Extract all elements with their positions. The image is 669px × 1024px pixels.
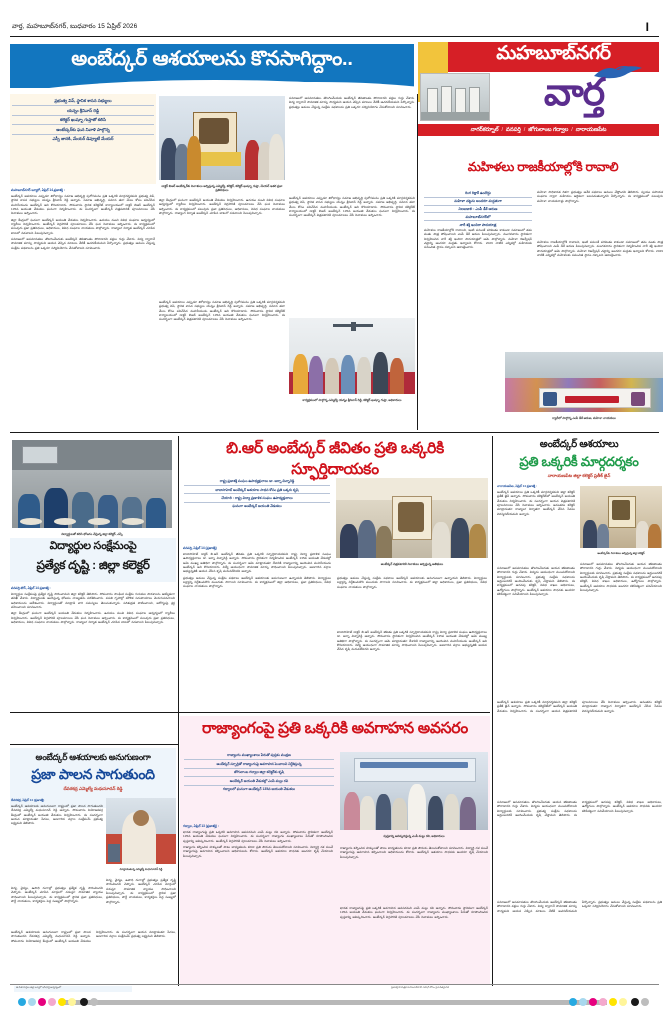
women-bullet-3: మహబూబ్‌నగర్‌లో [424,213,532,221]
constitution-photo-caption: పుస్తకాన్ని ఆవిష్కరిస్తున్న ఎంపీ మల్లు రవి, అధికారులు [383,833,445,838]
lead-col1 [11,188,155,250]
reg-dot-8 [569,998,577,1006]
d-wide-body: అంబేద్కర్ ఆశయాలకు అనుగుణంగా రాష్ట్రంలో ప్రజా పాలన సాగుతుందని దేవరకద్ర ఎమ్మెల్యే మధుసూదన్ రెడ్డి అన్నారు. సోమవారం నియోజకవర్గ కేంద్రంలో అంబేద్కర్ జయంతి వేడుకలు నిర్వహించారు. ఈ సందర్భంగా ఆయన మాట్లాడుతూ పేదలు, అణగారిన వర్గాల సంక్షేమమే ప్రభుత్వ లక్ష్యమని తెలిపారు. [11,930,176,943]
women-bullets [424,190,532,228]
women-headline: మహిళలు రాజకీయాల్లోకి రావాలి [467,160,619,174]
reg-dot-10 [589,998,597,1006]
reg-dot-9 [579,998,587,1006]
constitution-col1 [183,824,333,858]
reg-dot-6 [80,998,88,1006]
reg-dot-1 [28,998,36,1006]
c-bullet-1: అంబేద్కర్ స్ఫూర్తితో రాజ్యాంగంపై అవగాహన పెంచాలని నిర్దేశిస్తున్న [184,760,334,768]
lead-col3-text: సమాజంలో అసమానతలు తొలగించేందుకు అంబేద్కర్ జీవితాంతం పోరాడారని వక్తలు గుర్తు చేశారు. విద్య ద్వారానే సామాజిక మార్పు సాధ్యమని ఆయన చెప్పిన మాటలు నేటికీ ఆచరణీయమని పేర్కొన్నారు. ప్రభుత్వం అమలు చేస్తున్న సంక్షేమ పథకాలను ప్రతి ఒక్కరూ సద్వినియోగం చేసుకోవాలని సూచించారు. [289,96,415,109]
edition-0: నాగర్‌కర్నూల్ [470,127,499,133]
devarkadra-kicker: అంబేద్కర్ ఆశయాలకు అనుగుణంగా [35,752,151,762]
edition-3: నారాయణపేట [575,127,607,133]
al-bullet-1: బాబాసాహెబ్ అంబేద్కర్ ఆశయాల సాధన కోసం ప్రతి ఒక్కరు కృషి [184,486,330,494]
edition-sep-0: / [501,127,503,133]
np-col1-cont: సమాజంలో అసమానతలు తొలగించేందుకు ఆయన జీవితాంతం పోరాడారని గుర్తు చేశారు. విద్యను ఆయుధంగా మలచుకోవాలని విద్యార్థులకు సూచించారు. ప్రభుత్వ సంక్షేమ పథకాలను అర్హులందరికీ అందించేందుకు కృషి చేస్తామని తెలిపారు. ఈ కార్యక్రమంలో అదనపు కలెక్టర్, వివిధ శాఖల అధికారులు, ఉద్యోగులు పాల్గొన్నారు. అంబేద్కర్ ఆశయాల సాధనకు అందరూ కలిసికట్టుగా పనిచేయాలని పిలుపునిచ్చారు. [497,566,575,597]
c-bullet-0: రాజ్యాంగం ముఖ్యాంశాలు పేరుతో పుస్తకం ముద్రణ [184,752,334,760]
dateline-text: వార్త, మహబూబ్‌నగర్, బుధవారం 15 ఏప్రిల్ 2026 [12,23,138,30]
edition-sep-2: / [571,127,573,133]
d-col2: విద్య, వైద్యం, ఉపాధి రంగాల్లో ప్రభుత్వం ప్రత్యేక దృష్టి సారించిందని చెప్పారు. అంబేద్కర్ చూపిన మార్గంలో నడుస్తూ సామాజిక న్యాయం సాధించాలని పిలుపునిచ్చారు. ఈ కార్యక్రమంలో స్థానిక ప్రజా ప్రతినిధులు, పార్టీ నాయకులు, కార్యకర్తలు పెద్ద సంఖ్యలో పాల్గొన్నారు. [106,878,176,904]
c-bullet-4: గద్వాలలో ఘనంగా అంబేద్కర్ 135వ జయంతి వేడుకలు [222,786,296,791]
al-body: బాబాసాహెబ్ డాక్టర్ బి.ఆర్ అంబేద్కర్ జీవితం ప్రతి ఒక్కరికి స్ఫూర్తిదాయకమని రాష్ట్ర విద్యా ప్రణాళిక సంఘం ఉపాధ్యక్షురాలు డా. జర్నా చిన్నారెడ్డి అన్నారు. సోమవారం స్థానికంగా నిర్వహించిన అంబేద్కర్ 135వ జయంతి వేడుకల్లో ఆమె ముఖ్య అతిథిగా పాల్గొన్నారు. ఈ సందర్భంగా ఆమె మాట్లాడుతూ దేశానికి రాజ్యాంగాన్ని అందించిన మహనీయుడు అంబేద్కర్ అని కొనియాడారు. విద్యే ఆయుధంగా సామాజిక మార్పు సాధించాలని పిలుపునిచ్చారు. అణగారిన వర్గాల అభ్యున్నతికి ఆయన చేసిన కృషి మరువలేనిదని అన్నారు. [183,551,331,574]
lead-photo-1-caption: డాక్టర్ బిఆర్ అంబేద్కర్‌కు నివాళులు అర్పిస్తున్న ఎమ్మెల్యే, కలెక్టర్, కలెక్టర్ ఖుష్బూ గుప్తా, మేయర్ ఇతర ప్రజా ప్రతినిధులు [161,183,283,192]
edition-2: జోగులాంబ గద్వాల [528,127,569,133]
reg-gray-bar [62,1000,607,1005]
ambedkar-life-headline: బి.ఆర్ అంబేద్కర్ జీవితం ప్రతి ఒక్కరికి స్ఫూర్తిదాయకం [226,440,444,478]
al-bullet-3: ఘనంగా అంబేద్కర్ జయంతి వేడుకలు [232,503,282,508]
women-body-left: మహిళలు రాజకీయాల్లోకి రావాలని, ఇంటి పనులకే పరిమితం కాకుండా సమాజంలో తమ వంతు పాత్ర పోషించాలని ఎంపీ డీకే అరుణ పిలుపునిచ్చారు. మంగళవారం స్థానికంగా నిర్వహించిన నారీ శక్తి ఇందిరా పాదయాత్రలో ఆమె పాల్గొన్నారు. మహిళా రిజర్వేషన్ చట్టాన్ని అందరూ మద్దతు ఇవ్వాలని కోరారు. 2029 నాటికి ఎన్నికల్లో మహిళలకు సముచిత స్థానం దక్కాలని ఆకాంక్షించారు. [424,228,532,250]
reg-dot-0 [18,998,26,1006]
students-photo [12,440,172,528]
np-wide-body: అంబేద్కర్ ఆశయాలు ప్రతి ఒక్కరికీ మార్గదర్శకమని జిల్లా కలెక్టర్ ప్రతీక్ జైన్ అన్నారు. సోమవారం కలెక్టరేట్‌లో అంబేద్కర్ జయంతి వేడుకలు నిర్వహించారు. ఈ సందర్భంగా ఆయన చిత్రపటానికి పూలమాలలు వేసి నివాళులు అర్పించారు. అనంతరం కలెక్టర్ మాట్లాడుతూ రాజ్యాంగ నిర్మాతగా అంబేద్కర్ చేసిన సేవలు చిరస్మరణీయమని అన్నారు. [497,700,662,713]
lead-bullet-0: ప్రభుత్వ విప్, స్థానిక శాసన సభ్యులు [12,97,154,106]
edition-sep-1: / [523,127,526,133]
reg-dot-4 [58,998,66,1006]
ambedkar-life-photo [336,478,488,558]
reg-dot-15 [641,998,649,1006]
lead-col3-text-2: అంబేద్కర్ ఆశయాలు ఎప్పుడూ శిరోధార్యం సమాజ అభివృద్ధి పురోగమనం ప్రతి ఒక్కరికి మార్గదర్శకమని ప్రభుత్వ విప్, స్థానిక శాసన సభ్యులు యన్నం శ్రీనివాస్ రెడ్డి అన్నారు. సమాజ అభివృద్ధి, సమాన తలా మేలు కోసం పనిచేసిన మహనీయుడు అంబేద్కర్ అని కొనియాడారు. సోమవారం స్థానిక కలెక్టరేట్ కార్యాలయంలో డాక్టర్ బిఆర్ అంబేద్కర్ 135వ జయంతి వేడుకలు ఘనంగా నిర్వహించారు. ఈ సందర్భంగా అంబేద్కర్ చిత్రపటానికి పూలమాలలు వేసి నివాళులు అర్పించారు. [289,196,415,218]
lead-photo-1 [159,96,285,180]
d-body: అంబేద్కర్ ఆశయాలకు అనుగుణంగా రాష్ట్రంలో ప్రజా పాలన సాగుతుందని దేవరకద్ర ఎమ్మెల్యే మధుసూదన్ రెడ్డి అన్నారు. సోమవారం నియోజకవర్గ కేంద్రంలో అంబేద్కర్ జయంతి వేడుకలు నిర్వహించారు. ఈ సందర్భంగా ఆయన మాట్లాడుతూ పేదలు, అణగారిన వర్గాల సంక్షేమమే ప్రభుత్వ లక్ష్యమని తెలిపారు. [11,803,103,826]
women-body-right: మహిళా సాధికారత దిశగా ప్రభుత్వం అనేక పథకాలు అమలు చేస్తోందని తెలిపారు. స్వయం సహాయక సంఘాల ద్వారా మహిళలు ఆర్థికంగా బలపడుతున్నారని పేర్కొన్నారు. ఈ కార్యక్రమంలో పలువురు మహిళా నాయకురాళ్లు పాల్గొన్నారు. [537,190,663,203]
reg-dot-3 [48,998,56,1006]
al-col2-b: బాబాసాహెబ్ డాక్టర్ బి.ఆర్ అంబేద్కర్ జీవితం ప్రతి ఒక్కరికి స్ఫూర్తిదాయకమని రాష్ట్ర విద్యా ప్రణాళిక సంఘం ఉపాధ్యక్షురాలు డా. జర్నా చిన్నారెడ్డి అన్నారు. సోమవారం స్థానికంగా నిర్వహించిన అంబేద్కర్ 135వ జయంతి వేడుకల్లో ఆమె ముఖ్య అతిథిగా పాల్గొన్నారు. ఈ సందర్భంగా ఆమె మాట్లాడుతూ దేశానికి రాజ్యాంగాన్ని అందించిన మహనీయుడు అంబేద్కర్ అని కొనియాడారు. విద్యే ఆయుధంగా సామాజిక మార్పు సాధించాలని పిలుపునిచ్చారు. అణగారిన వర్గాల అభ్యున్నతికి ఆయన చేసిన కృషి మరువలేనిదని అన్నారు. [337,630,487,652]
reg-dot-11 [599,998,607,1006]
c-body-2: రాజ్యాంగం కల్పించిన హక్కులతో పాటు బాధ్యతలను కూడా ప్రతి పౌరుడు తెలుసుకోవాలని సూచించారు. విద్యార్థి దశ నుంచే రాజ్యాంగంపై అవగాహన కల్పించాలని అధికారులను కోరారు. అంబేద్కర్ ఆశయాల సాధనకు అందరూ కృషి చేయాలని పిలుపునిచ్చారు. [183,844,333,858]
students-body-2: జిల్లా కేంద్రంలో ఘనంగా అంబేద్కర్ జయంతి వేడుకలు నిర్వహించారు. ఉదయం నుంచి వివిధ సంఘాల ఆధ్వర్యంలో ర్యాలీలు నిర్వహించారు. అంబేద్కర్ విగ్రహానికి పూలమాలలు వేసి ఘన నివాళులు అర్పించారు. ఈ కార్యక్రమంలో పలువురు ప్రజా ప్రతినిధులు, అధికారులు, వివిధ సంఘాల నాయకులు పాల్గొన్నారు. రాజ్యాంగ నిర్మాత అంబేద్కర్ చూపిన బాటలో నడవాలని పిలుపునిచ్చారు. [11,611,175,624]
d-dateline: దేవరకద్ర, ఏప్రిల్ 14 (ప్రజాశక్తి) [11,798,45,802]
registration-bar [18,998,651,1006]
lead-body-extra: జిల్లా కేంద్రంలో ఘనంగా అంబేద్కర్ జయంతి వేడుకలు నిర్వహించారు. ఉదయం నుంచి వివిధ సంఘాల ఆధ్వర్యంలో ర్యాలీలు నిర్వహించారు. అంబేద్కర్ విగ్రహానికి పూలమాలలు వేసి ఘన నివాళులు అర్పించారు. ఈ కార్యక్రమంలో పలువురు ప్రజా ప్రతినిధులు, అధికారులు, వివిధ సంఘాల నాయకులు పాల్గొన్నారు. రాజ్యాంగ నిర్మాత అంబేద్కర్ చూపిన బాటలో నడవాలని పిలుపునిచ్చారు. [11,217,155,235]
masthead-photo [420,73,490,121]
narayanpet-photo-caption: అంబేద్కర్‌కు నివాళులు అర్పిస్తున్న జిల్లా కలెక్టర్ [597,551,645,555]
devarkadra-subhead: దేవరకద్ర ఎమ్మెల్యే మధుసూదన్ రెడ్డి [63,786,123,791]
women-bullet-4: నారీ శక్తి ఇందిరా పాదయాత్ర [459,222,497,227]
lead-bullet-4: ఎస్పీ జానకి, మేయర్ డిప్యూటీ మేయర్ [52,135,114,141]
students-col [11,586,175,624]
students-headline-1: విద్యార్థుల సంక్షేమంపై [49,540,137,552]
al-col2: ప్రభుత్వం అమలు చేస్తున్న సంక్షేమ పథకాలు అంబేద్కర్ ఆశయాలకు అనుగుణంగా ఉన్నాయని తెలిపారు. విద్యార్థులు లక్ష్యాన్ని నిర్దేశించుకొని ముందుకు సాగాలని సూచించారు. ఈ కార్యక్రమంలో జిల్లా అధికారులు, ప్రజా ప్రతినిధులు, వివిధ సంఘాల నాయకులు పాల్గొన్నారు. [337,576,487,589]
women-bullet-0: రింగ రిక్షాకే ఉందొద్దు [424,190,532,198]
lead-body: అంబేద్కర్ ఆశయాలు ఎప్పుడూ శిరోధార్యం సమాజ అభివృద్ధి పురోగమనం ప్రతి ఒక్కరికి మార్గదర్శకమని ప్రభుత్వ విప్, స్థానిక శాసన సభ్యులు యన్నం శ్రీనివాస్ రెడ్డి అన్నారు. సమాజ అభివృద్ధి, సమాన తలా మేలు కోసం పనిచేసిన మహనీయుడు అంబేద్కర్ అని కొనియాడారు. సోమవారం స్థానిక కలెక్టరేట్ కార్యాలయంలో డాక్టర్ బిఆర్ అంబేద్కర్ 135వ జయంతి వేడుకలు ఘనంగా నిర్వహించారు. ఈ సందర్భంగా అంబేద్కర్ చిత్రపటానికి పూలమాలలు వేసి నివాళులు అర్పించారు. [11,193,155,216]
reg-dot-2 [38,998,46,1006]
c-col2: రాజ్యాంగం కల్పించిన హక్కులతో పాటు బాధ్యతలను కూడా ప్రతి పౌరుడు తెలుసుకోవాలని సూచించారు. విద్యార్థి దశ నుంచే రాజ్యాంగంపై అవగాహన కల్పించాలని అధికారులను కోరారు. అంబేద్కర్ ఆశయాల సాధనకు అందరూ కృషి చేయాలని పిలుపునిచ్చారు. [340,846,488,859]
masthead-logo [490,68,658,123]
c-dateline: గద్వాల, ఏప్రిల్ 13 (ప్రజాశక్తి) : [183,824,219,828]
students-photo-caption: విద్యార్థులతో కలిసి భోజనం చేస్తున్న జిల్లా కలెక్టర్, ఎస్పీ [61,531,123,536]
ambedkar-life-bullets [184,478,330,510]
lead-headline-banner [10,44,414,88]
constitution-bullets [184,752,334,793]
page-mark: I [645,20,649,34]
reg-dot-7 [90,998,98,1006]
women-photo-caption: ర్యాలీలో పాల్గొన్న ఎంపీ డీకే అరుణ, మహిళా నాయకులు [552,415,616,420]
lead-dateline: మహబూబ్‌నగర్ బ్యూరో, ఏప్రిల్ 14,ప్రజాశక్తి : [11,188,65,192]
devarkadra-col1 [11,798,103,826]
np-dateline: నారాయణపేట, ఏప్రిల్ 14 ప్రజాశక్తి : [497,484,538,488]
np-body: అంబేద్కర్ ఆశయాలు ప్రతి ఒక్కరికీ మార్గదర్శకమని జిల్లా కలెక్టర్ ప్రతీక్ జైన్ అన్నారు. సోమవారం కలెక్టరేట్‌లో అంబేద్కర్ జయంతి వేడుకలు నిర్వహించారు. ఈ సందర్భంగా ఆయన చిత్రపటానికి పూలమాలలు వేసి నివాళులు అర్పించారు. అనంతరం కలెక్టర్ మాట్లాడుతూ రాజ్యాంగ నిర్మాతగా అంబేద్కర్ చేసిన సేవలు చిరస్మరణీయమని అన్నారు. [497,489,575,516]
reg-dot-14 [631,998,639,1006]
c-bullet-2: జోగులాంబ గద్వాల జిల్లా కలెక్టర్‌కు కృషి [184,769,334,777]
lead-bullet-2: కలెక్టర్ ఖుష్బూ గుప్తాతో కలిసి [12,116,154,125]
lead-col2-text: జిల్లా కేంద్రంలో ఘనంగా అంబేద్కర్ జయంతి వేడుకలు నిర్వహించారు. ఉదయం నుంచి వివిధ సంఘాల ఆధ్వర్యంలో ర్యాలీలు నిర్వహించారు. అంబేద్కర్ విగ్రహానికి పూలమాలలు వేసి ఘన నివాళులు అర్పించారు. ఈ కార్యక్రమంలో పలువురు ప్రజా ప్రతినిధులు, అధికారులు, వివిధ సంఘాల నాయకులు పాల్గొన్నారు. రాజ్యాంగ నిర్మాత అంబేద్కర్ చూపిన బాటలో నడవాలని పిలుపునిచ్చారు. [159,198,285,216]
constitution-photo [340,752,488,830]
reg-dot-13 [619,998,627,1006]
students-headline-2: ప్రత్యేక దృష్టి : జిల్లా కలెక్టర్ [36,558,150,572]
lead-bullets [12,97,154,143]
narayanpet-kicker: అంబేద్కర్ ఆశయాలు [539,439,619,450]
women-bullet-2: నిలబడాలి : ఎంపీ డీకే అరుణ [424,206,532,214]
narayanpet-subhead: నారాయణపేట జిల్లా కలెక్టర్ ప్రతీక్ జైన్ [547,473,611,478]
women-rally-photo [505,352,663,412]
footer-left-text: ఈ పేజీ వార్తలు జిల్లా బ్యూరో ఇన్‌ఛార్జి ఆధ్వర్యంలో [16,986,62,989]
narayanpet-col1 [497,484,575,516]
masthead [418,42,659,146]
narayanpet-headline: ప్రతి ఒక్కరికీ మార్గదర్శకం [519,454,639,469]
students-body: విద్యార్థుల సంక్షేమంపై ప్రత్యేక దృష్టి సారించామని జిల్లా కలెక్టర్ తెలిపారు. సోమవారం సాంఘిక సంక్షేమ గురుకుల పాఠశాలను ఆకస్మికంగా తనిఖీ చేశారు. విద్యార్థులకు అందిస్తున్న భోజనం నాణ్యతను పరిశీలించారు. వసతి గృహాల్లో మౌలిక సదుపాయాలు మెరుగుపరచాలని అధికారులను ఆదేశించారు. విద్యార్థులతో మాట్లాడి వారి సమస్యలు తెలుసుకున్నారు. పరిశుభ్రత పాటించాలని, ఆరోగ్యంపై శ్రద్ధ వహించాలని సూచించారు. [11,591,175,609]
al-dateline: వనపర్తి, ఏప్రిల్ 14 (ప్రజాశక్తి) [183,546,217,550]
edition-1: వనపర్తి [505,127,521,133]
ambedkar-life-photo-caption: అంబేద్కర్ చిత్రపటానికి నివాళులు అర్పిస్తున్న అతిథులు [380,561,444,566]
np-wide-body-2: సమాజంలో అసమానతలు తొలగించేందుకు ఆయన జీవితాంతం పోరాడారని గుర్తు చేశారు. విద్యను ఆయుధంగా మలచుకోవాలని విద్యార్థులకు సూచించారు. ప్రభుత్వ సంక్షేమ పథకాలను అర్హులందరికీ అందించేందుకు కృషి చేస్తామని తెలిపారు. ఈ కార్యక్రమంలో అదనపు కలెక్టర్, వివిధ శాఖల అధికారులు, ఉద్యోగులు పాల్గొన్నారు. అంబేద్కర్ ఆశయాల సాధనకు అందరూ కలిసికట్టుగా పనిచేయాలని పిలుపునిచ్చారు. [497,800,662,818]
np-wide-body-3: సమాజంలో అసమానతలు తొలగించేందుకు అంబేద్కర్ జీవితాంతం పోరాడారని వక్తలు గుర్తు చేశారు. విద్య ద్వారానే సామాజిక మార్పు సాధ్యమని ఆయన చెప్పిన మాటలు నేటికీ ఆచరణీయమని పేర్కొన్నారు. ప్రభుత్వం అమలు చేస్తున్న సంక్షేమ పథకాలను ప్రతి ఒక్కరూ సద్వినియోగం చేసుకోవాలని సూచించారు. [497,900,662,913]
al-body-2: ప్రభుత్వం అమలు చేస్తున్న సంక్షేమ పథకాలు అంబేద్కర్ ఆశయాలకు అనుగుణంగా ఉన్నాయని తెలిపారు. విద్యార్థులు లక్ష్యాన్ని నిర్దేశించుకొని ముందుకు సాగాలని సూచించారు. ఈ కార్యక్రమంలో జిల్లా అధికారులు, ప్రజా ప్రతినిధులు, వివిధ సంఘాల నాయకులు పాల్గొన్నారు. [183,575,331,589]
reg-dot-5 [68,998,76,1006]
al-bullet-2: చేయాలి : రాష్ట్ర విద్యా ప్రణాళిక సంఘం ఉపాధ్యక్షురాలు [184,494,330,502]
np-col2: సమాజంలో అసమానతలు తొలగించేందుకు ఆయన జీవితాంతం పోరాడారని గుర్తు చేశారు. విద్యను ఆయుధంగా మలచుకోవాలని విద్యార్థులకు సూచించారు. ప్రభుత్వ సంక్షేమ పథకాలను అర్హులందరికీ అందించేందుకు కృషి చేస్తామని తెలిపారు. ఈ కార్యక్రమంలో అదనపు కలెక్టర్, వివిధ శాఖల అధికారులు, ఉద్యోగులు పాల్గొన్నారు. అంబేద్కర్ ఆశయాల సాధనకు అందరూ కలిసికట్టుగా పనిచేయాలని పిలుపునిచ్చారు. [580,562,662,593]
ambedkar-life-col1 [183,546,331,589]
constitution-headline: రాజ్యాంగంపై ప్రతి ఒక్కరికి అవగాహన అవసరం [202,720,468,737]
lead-col2-text-2: అంబేద్కర్ ఆశయాలు ఎప్పుడూ శిరోధార్యం సమాజ అభివృద్ధి పురోగమనం ప్రతి ఒక్కరికి మార్గదర్శకమని ప్రభుత్వ విప్, స్థానిక శాసన సభ్యులు యన్నం శ్రీనివాస్ రెడ్డి అన్నారు. సమాజ అభివృద్ధి, సమాన తలా మేలు కోసం పనిచేసిన మహనీయుడు అంబేద్కర్ అని కొనియాడారు. సోమవారం స్థానిక కలెక్టరేట్ కార్యాలయంలో డాక్టర్ బిఆర్ అంబేద్కర్ 135వ జయంతి వేడుకలు ఘనంగా నిర్వహించారు. ఈ సందర్భంగా అంబేద్కర్ చిత్రపటానికి పూలమాలలు వేసి నివాళులు అర్పించారు. [159,300,285,322]
devarkadra-photo-caption: మాట్లాడుతున్న ఎమ్మెల్యే మధుసూదన్ రెడ్డి [119,867,163,871]
women-bullet-1: మహిళా చట్టను అందరూ మద్దతుగా [424,198,532,206]
women-body-right-2: మహిళలు రాజకీయాల్లోకి రావాలని, ఇంటి పనులకే పరిమితం కాకుండా సమాజంలో తమ వంతు పాత్ర పోషించాలని ఎంపీ డీకే అరుణ పిలుపునిచ్చారు. మంగళవారం స్థానికంగా నిర్వహించిన నారీ శక్తి ఇందిరా పాదయాత్రలో ఆమె పాల్గొన్నారు. మహిళా రిజర్వేషన్ చట్టాన్ని అందరూ మద్దతు ఇవ్వాలని కోరారు. 2029 నాటికి ఎన్నికల్లో మహిళలకు సముచిత స్థానం దక్కాలని ఆకాంక్షించారు. [537,240,663,258]
lead-headline: అంబేద్కర్ ఆశయాలను కొనసాగిద్దాం.. [71,48,353,70]
masthead-logo-word: వార్త [543,72,605,114]
d-col1-cont: విద్య, వైద్యం, ఉపాధి రంగాల్లో ప్రభుత్వం ప్రత్యేక దృష్టి సారించిందని చెప్పారు. అంబేద్కర్ చూపిన మార్గంలో నడుస్తూ సామాజిక న్యాయం సాధించాలని పిలుపునిచ్చారు. ఈ కార్యక్రమంలో స్థానిక ప్రజా ప్రతినిధులు, పార్టీ నాయకులు, కార్యకర్తలు పెద్ద సంఖ్యలో పాల్గొన్నారు. [11,886,103,904]
al-bullet-0: రాష్ట్ర ప్రజాశక్తి సంఘం ఉపాధ్యక్షురాలు డా. జర్నా చిన్నారెడ్డి [184,478,330,486]
students-dateline: వనపర్తి టౌన్, ఏప్రిల్ 14 ప్రజాశక్తి : [11,586,51,590]
lead-body-extra2: సమాజంలో అసమానతలు తొలగించేందుకు అంబేద్కర్ జీవితాంతం పోరాడారని వక్తలు గుర్తు చేశారు. విద్య ద్వారానే సామాజిక మార్పు సాధ్యమని ఆయన చెప్పిన మాటలు నేటికీ ఆచరణీయమని పేర్కొన్నారు. ప్రభుత్వం అమలు చేస్తున్న సంక్షేమ పథకాలను ప్రతి ఒక్కరూ సద్వినియోగం చేసుకోవాలని సూచించారు. [11,237,155,250]
lead-photo-2-caption: కార్యక్రమంలో పాల్గొన్న ఎమ్మెల్యే యన్నం శ్రీనివాస్ రెడ్డి, కలెక్టర్ ఖుష్బూ గుప్తా, అధికారులు [302,397,402,402]
c-bullet-3: అంబేద్కర్ జయంతి వేడుకల్లో ఎంపీ మల్లు రవి [184,777,334,785]
lead-bullet-1: యన్నం శ్రీనివాస్ రెడ్డి [12,106,154,115]
reg-dot-12 [609,998,617,1006]
devarkadra-photo [106,798,176,864]
footer-mid-text: ప్రజాశక్తి దినపత్రిక మహబూబ్‌నగర్ ఎడిషన్ కోసం ప్రచురితమైనది [390,986,450,989]
lead-bullet-3: అంబేద్కర్‌కు ఘన నివాళి పాల్గొన్న [12,125,154,134]
narayanpet-photo [580,486,662,548]
masthead-city-title: మహబూబ్‌నగర్ [496,43,611,64]
c-body: భారత రాజ్యాంగంపై ప్రతి ఒక్కరికి అవగాహన అవసరమని ఎంపీ మల్లు రవి అన్నారు. సోమవారం స్థానికంగా అంబేద్కర్ 135వ జయంతి వేడుకలు ఘనంగా నిర్వహించారు. ఈ సందర్భంగా రాజ్యాంగం ముఖ్యాంశాలు పేరుతో రూపొందించిన పుస్తకాన్ని ఆవిష్కరించారు. అంబేద్కర్ విగ్రహానికి పూలమాలలు వేసి నివాళులు అర్పించారు. [183,829,333,843]
lead-photo-2 [289,318,415,394]
page-dateline-bar [10,22,659,37]
devarkadra-headline: ప్రజా పాలన సాగుతుంది [31,766,155,782]
masthead-editions [418,124,659,136]
c-col2-b: భారత రాజ్యాంగంపై ప్రతి ఒక్కరికి అవగాహన అవసరమని ఎంపీ మల్లు రవి అన్నారు. సోమవారం స్థానికంగా అంబేద్కర్ 135వ జయంతి వేడుకలు ఘనంగా నిర్వహించారు. ఈ సందర్భంగా రాజ్యాంగం ముఖ్యాంశాలు పేరుతో రూపొందించిన పుస్తకాన్ని ఆవిష్కరించారు. అంబేద్కర్ విగ్రహానికి పూలమాలలు వేసి నివాళులు అర్పించారు. [340,906,488,919]
